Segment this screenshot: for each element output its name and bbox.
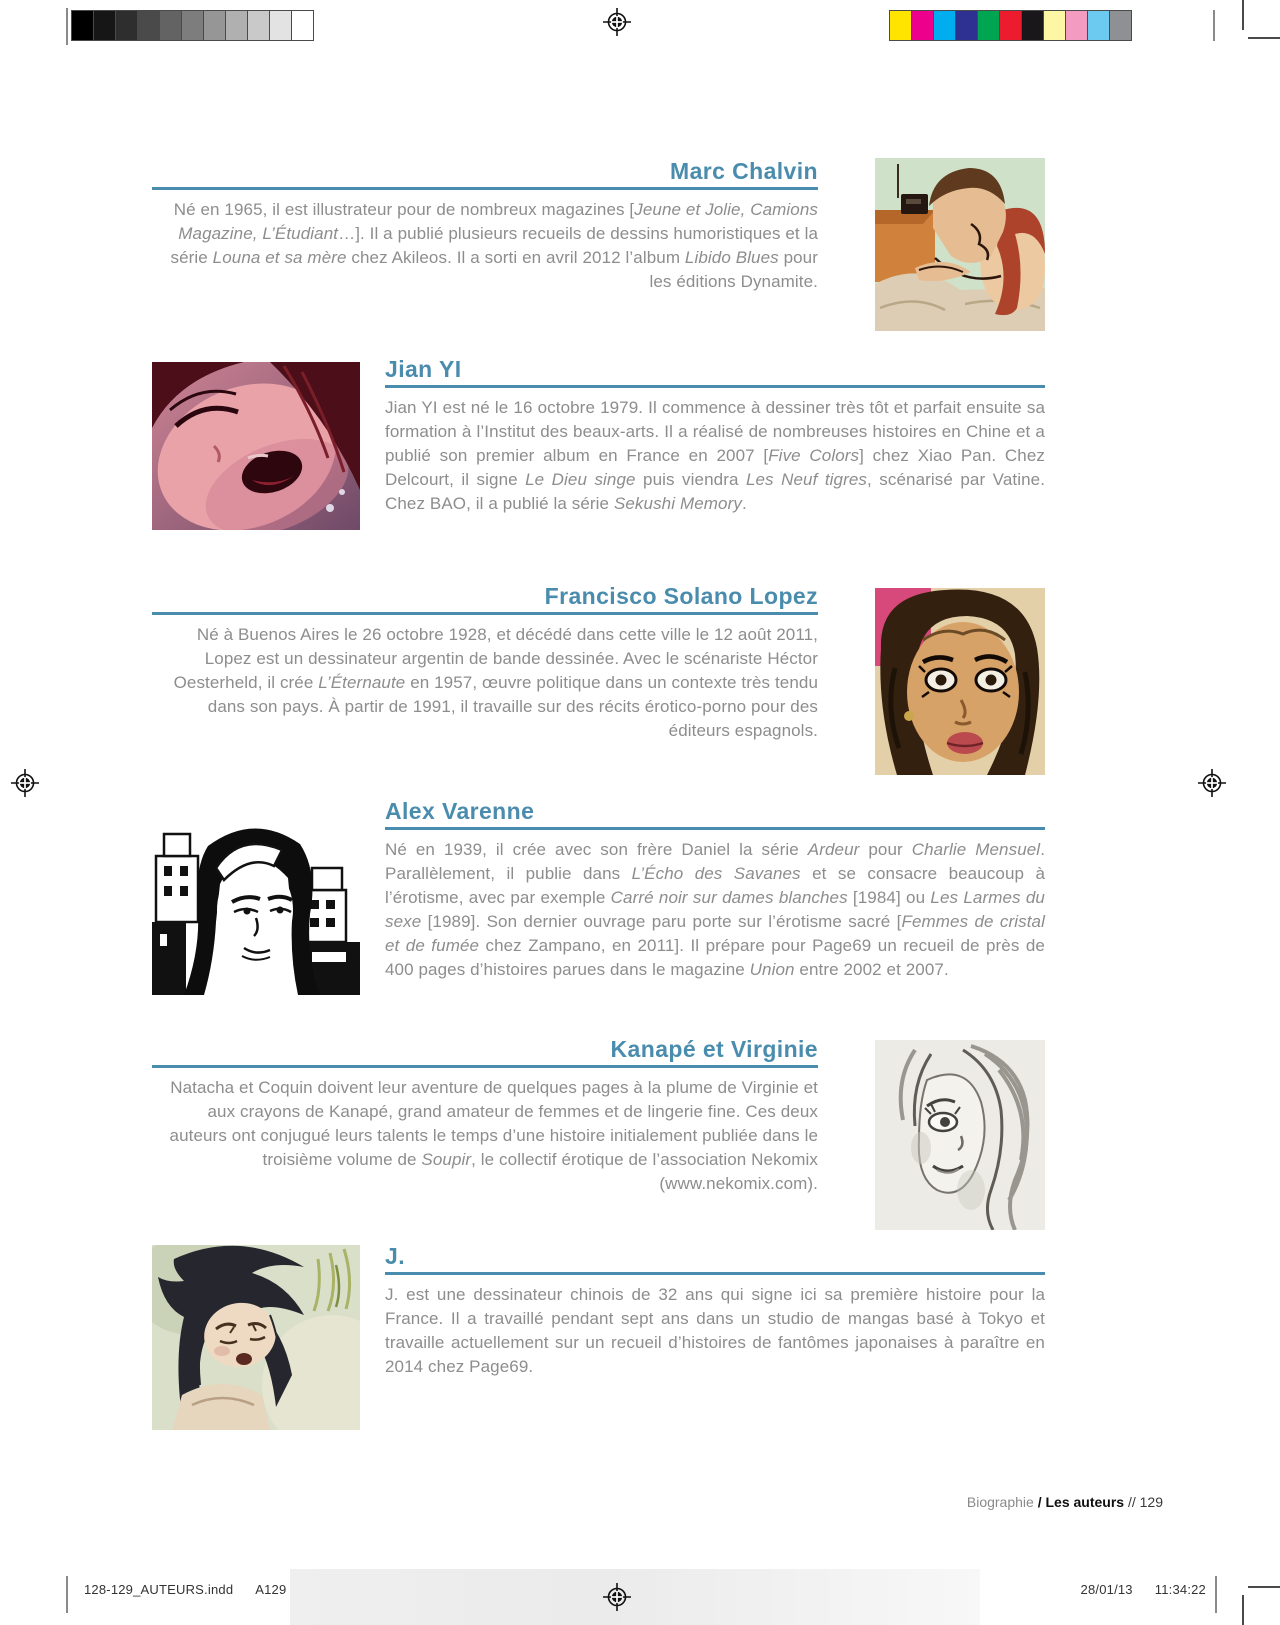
bio-text: pour — [859, 840, 912, 859]
work-title-text: Libido Blues — [684, 248, 779, 267]
slug-time: 11:34:22 — [1154, 1582, 1206, 1597]
kanape-virginie-illustration — [875, 1040, 1045, 1230]
trim-tick-top-right — [1213, 10, 1215, 41]
grayscale-calibration-bar — [72, 10, 314, 41]
author-bio — [385, 838, 1045, 982]
scan-shadow — [290, 1569, 980, 1625]
work-title-text: Union — [749, 960, 795, 979]
work-title-text: Louna et sa mère — [212, 248, 347, 267]
j-illustration — [152, 1245, 360, 1430]
bio-text: en 1957, œuvre politique dans un contexte très tendu dans son pays. À partir de 1991, il travaille sur des récits érotico-porno pour des éditeurs espagnols. — [207, 673, 818, 740]
bio-text: Né à Buenos Aires le 26 octobre 1928, et décédé dans cette ville le 12 août 2011, Lopez est un dessinateur argentin de bande dessinée. Avec le scénariste Héctor Oesterheld, il crée — [173, 625, 818, 692]
trim-tick-bottom-right — [1215, 1576, 1217, 1613]
title-rule — [385, 827, 1045, 830]
work-title-text: Carré noir sur dames blanches — [610, 888, 848, 907]
crop-mark-bottom-right-h — [1248, 1586, 1280, 1588]
calibration-swatch — [247, 10, 270, 41]
title-rule — [152, 1065, 818, 1068]
author-name: J. — [385, 1243, 405, 1269]
footer-chapter-label: / Les auteurs — [1037, 1494, 1128, 1510]
author-bio — [152, 1076, 818, 1196]
title-rule — [152, 612, 818, 615]
calibration-swatch — [93, 10, 116, 41]
bio-text: Né en 1939, il crée avec son frère Daniel la série — [385, 840, 808, 859]
calibration-swatch — [955, 10, 978, 41]
work-title-text: Les Neuf tigres — [745, 470, 868, 489]
bio-text: . — [741, 494, 747, 513]
calibration-swatch — [999, 10, 1022, 41]
bio-text: Natacha et Coquin doivent leur aventure de quelques pages à la plume de Virginie et aux crayons de Kanapé, grand amateur de femmes et de lingerie fine. Ces deux auteurs ont conjugué leurs talents le temps d’une histoire initialement publiée dans le troisième volume de — [169, 1078, 818, 1169]
footer-section-label: Biographie — [966, 1494, 1038, 1510]
bio-text: pour les éditions Dynamite. — [649, 248, 818, 291]
calibration-swatch — [1087, 10, 1110, 41]
bio-text: J. est une dessinateur chinois de 32 ans qui signe ici sa première histoire pour la France. Il a travaillé pendant sept ans dans un studio de mangas basé à Tokyo et travaille actuellement sur un recueil d’histoires de fantômes japonaises à paraître en 2014 chez Page69. — [385, 1285, 1045, 1376]
calibration-swatch — [1021, 10, 1044, 41]
calibration-swatch — [933, 10, 956, 41]
work-title-text: Le Dieu singe — [525, 470, 636, 489]
footer-page-number: // 129 — [1127, 1494, 1163, 1510]
calibration-swatch — [269, 10, 292, 41]
calibration-swatch — [1043, 10, 1066, 41]
bio-text: , le collectif érotique de l’association Nekomix (www.nekomix.com). — [471, 1150, 818, 1193]
work-title-text: Jeune et Jolie, Camions Magazine, L’Étudiant — [178, 200, 818, 243]
bio-text: . Parallèlement, il publie dans — [385, 840, 1046, 883]
author-section-alex-varenne — [152, 798, 1045, 982]
work-title-text: Charlie Mensuel — [911, 840, 1041, 859]
bio-text: chez Zampano, en 2011]. Il prépare pour Page69 un recueil de près de 400 pages d’histoires parues dans le magazine — [385, 936, 1045, 979]
calibration-swatch — [1065, 10, 1088, 41]
calibration-swatch — [137, 10, 160, 41]
calibration-swatch — [181, 10, 204, 41]
calibration-swatch — [977, 10, 1000, 41]
calibration-swatch — [889, 10, 912, 41]
calibration-swatch — [225, 10, 248, 41]
trim-tick-bottom-left — [66, 1576, 68, 1613]
calibration-swatch — [911, 10, 934, 41]
work-title-text: Sekushi Memory — [613, 494, 742, 513]
author-name: Jian YI — [385, 356, 462, 382]
calibration-swatch — [159, 10, 182, 41]
slug-filename: 128-129_AUTEURS.indd — [84, 1582, 234, 1597]
bio-text: [1984] ou — [847, 888, 931, 907]
bio-text: chez Akileos. Il a sorti en avril 2012 l’album — [346, 248, 685, 267]
slug-sheet: A129 — [255, 1582, 287, 1597]
bio-text: …]. Il a publié plusieurs recueils de dessins humoristiques et la série — [170, 224, 818, 267]
slug-date: 28/01/13 — [1080, 1582, 1133, 1597]
bio-text: et se consacre beaucoup à l’érotisme, avec par exemple — [385, 864, 1046, 907]
bio-text: [1989]. Son dernier ouvrage paru porte sur l’érotisme sacré [ — [421, 912, 902, 931]
author-name: Alex Varenne — [385, 798, 535, 824]
bio-text: Né en 1965, il est illustrateur pour de nombreux magazines [ — [173, 200, 635, 219]
work-title-text: Soupir — [421, 1150, 472, 1169]
title-rule — [385, 385, 1045, 388]
title-rule — [152, 187, 818, 190]
author-section-jian-yi — [152, 356, 1045, 516]
author-name: Marc Chalvin — [670, 158, 818, 184]
work-title-text: Les Larmes du sexe — [385, 888, 1045, 931]
alex-varenne-illustration — [152, 810, 360, 995]
francisco-solano-lopez-illustration — [875, 588, 1045, 775]
bio-text: entre 2002 et 2007. — [794, 960, 949, 979]
work-title-text: Ardeur — [807, 840, 860, 859]
jian-yi-illustration — [152, 362, 360, 530]
calibration-swatch — [203, 10, 226, 41]
work-title-text: Five Colors — [768, 446, 860, 465]
crop-mark-top-right-v — [1242, 0, 1244, 30]
registration-mark-left — [10, 768, 40, 798]
registration-mark-right — [1197, 768, 1227, 798]
calibration-swatch — [71, 10, 94, 41]
slug-line-left — [84, 1582, 286, 1597]
work-title-text: L’Éternaute — [318, 673, 406, 692]
crop-mark-top-right-h — [1248, 37, 1280, 39]
marc-chalvin-illustration — [875, 158, 1045, 331]
author-bio — [385, 1283, 1045, 1379]
trim-tick-top-left — [66, 8, 68, 45]
color-calibration-bar — [890, 10, 1132, 41]
crop-mark-bottom-right-v — [1242, 1595, 1244, 1625]
work-title-text: L’Écho des Savanes — [631, 864, 801, 883]
work-title-text: Femmes de cristal et de fumée — [385, 912, 1045, 955]
bio-text: puis viendra — [635, 470, 746, 489]
author-section-marc-chalvin — [152, 158, 1045, 294]
bio-text: ] chez Xiao Pan. Chez Delcourt, il signe — [385, 446, 1045, 489]
bio-text: Jian YI est né le 16 octobre 1979. Il commence à dessiner très tôt et parfait ensuite sa formation à l’Institut des beaux-arts. Il a réalisé de nombreuses histoires en Chine et a publié son premier album en France en 2007 [ — [385, 398, 1045, 465]
registration-mark-bottom — [602, 1582, 632, 1612]
author-bio — [152, 198, 818, 294]
bio-text: , scénarisé par Vatine. Chez BAO, il a publié la série — [385, 470, 1046, 513]
page-footer — [152, 1494, 1163, 1510]
author-section-kanape-et-virginie — [152, 1036, 1045, 1196]
calibration-swatch — [1109, 10, 1132, 41]
calibration-swatch — [291, 10, 314, 41]
author-name: Kanapé et Virginie — [610, 1036, 818, 1062]
slug-line-right — [1081, 1582, 1206, 1597]
calibration-swatch — [115, 10, 138, 41]
author-name: Francisco Solano Lopez — [544, 583, 818, 609]
title-rule — [385, 1272, 1045, 1275]
author-section-j — [152, 1243, 1045, 1379]
author-section-francisco-solano-lopez — [152, 583, 1045, 743]
author-bio — [385, 396, 1045, 516]
author-bio — [152, 623, 818, 743]
registration-mark-top — [602, 7, 632, 37]
